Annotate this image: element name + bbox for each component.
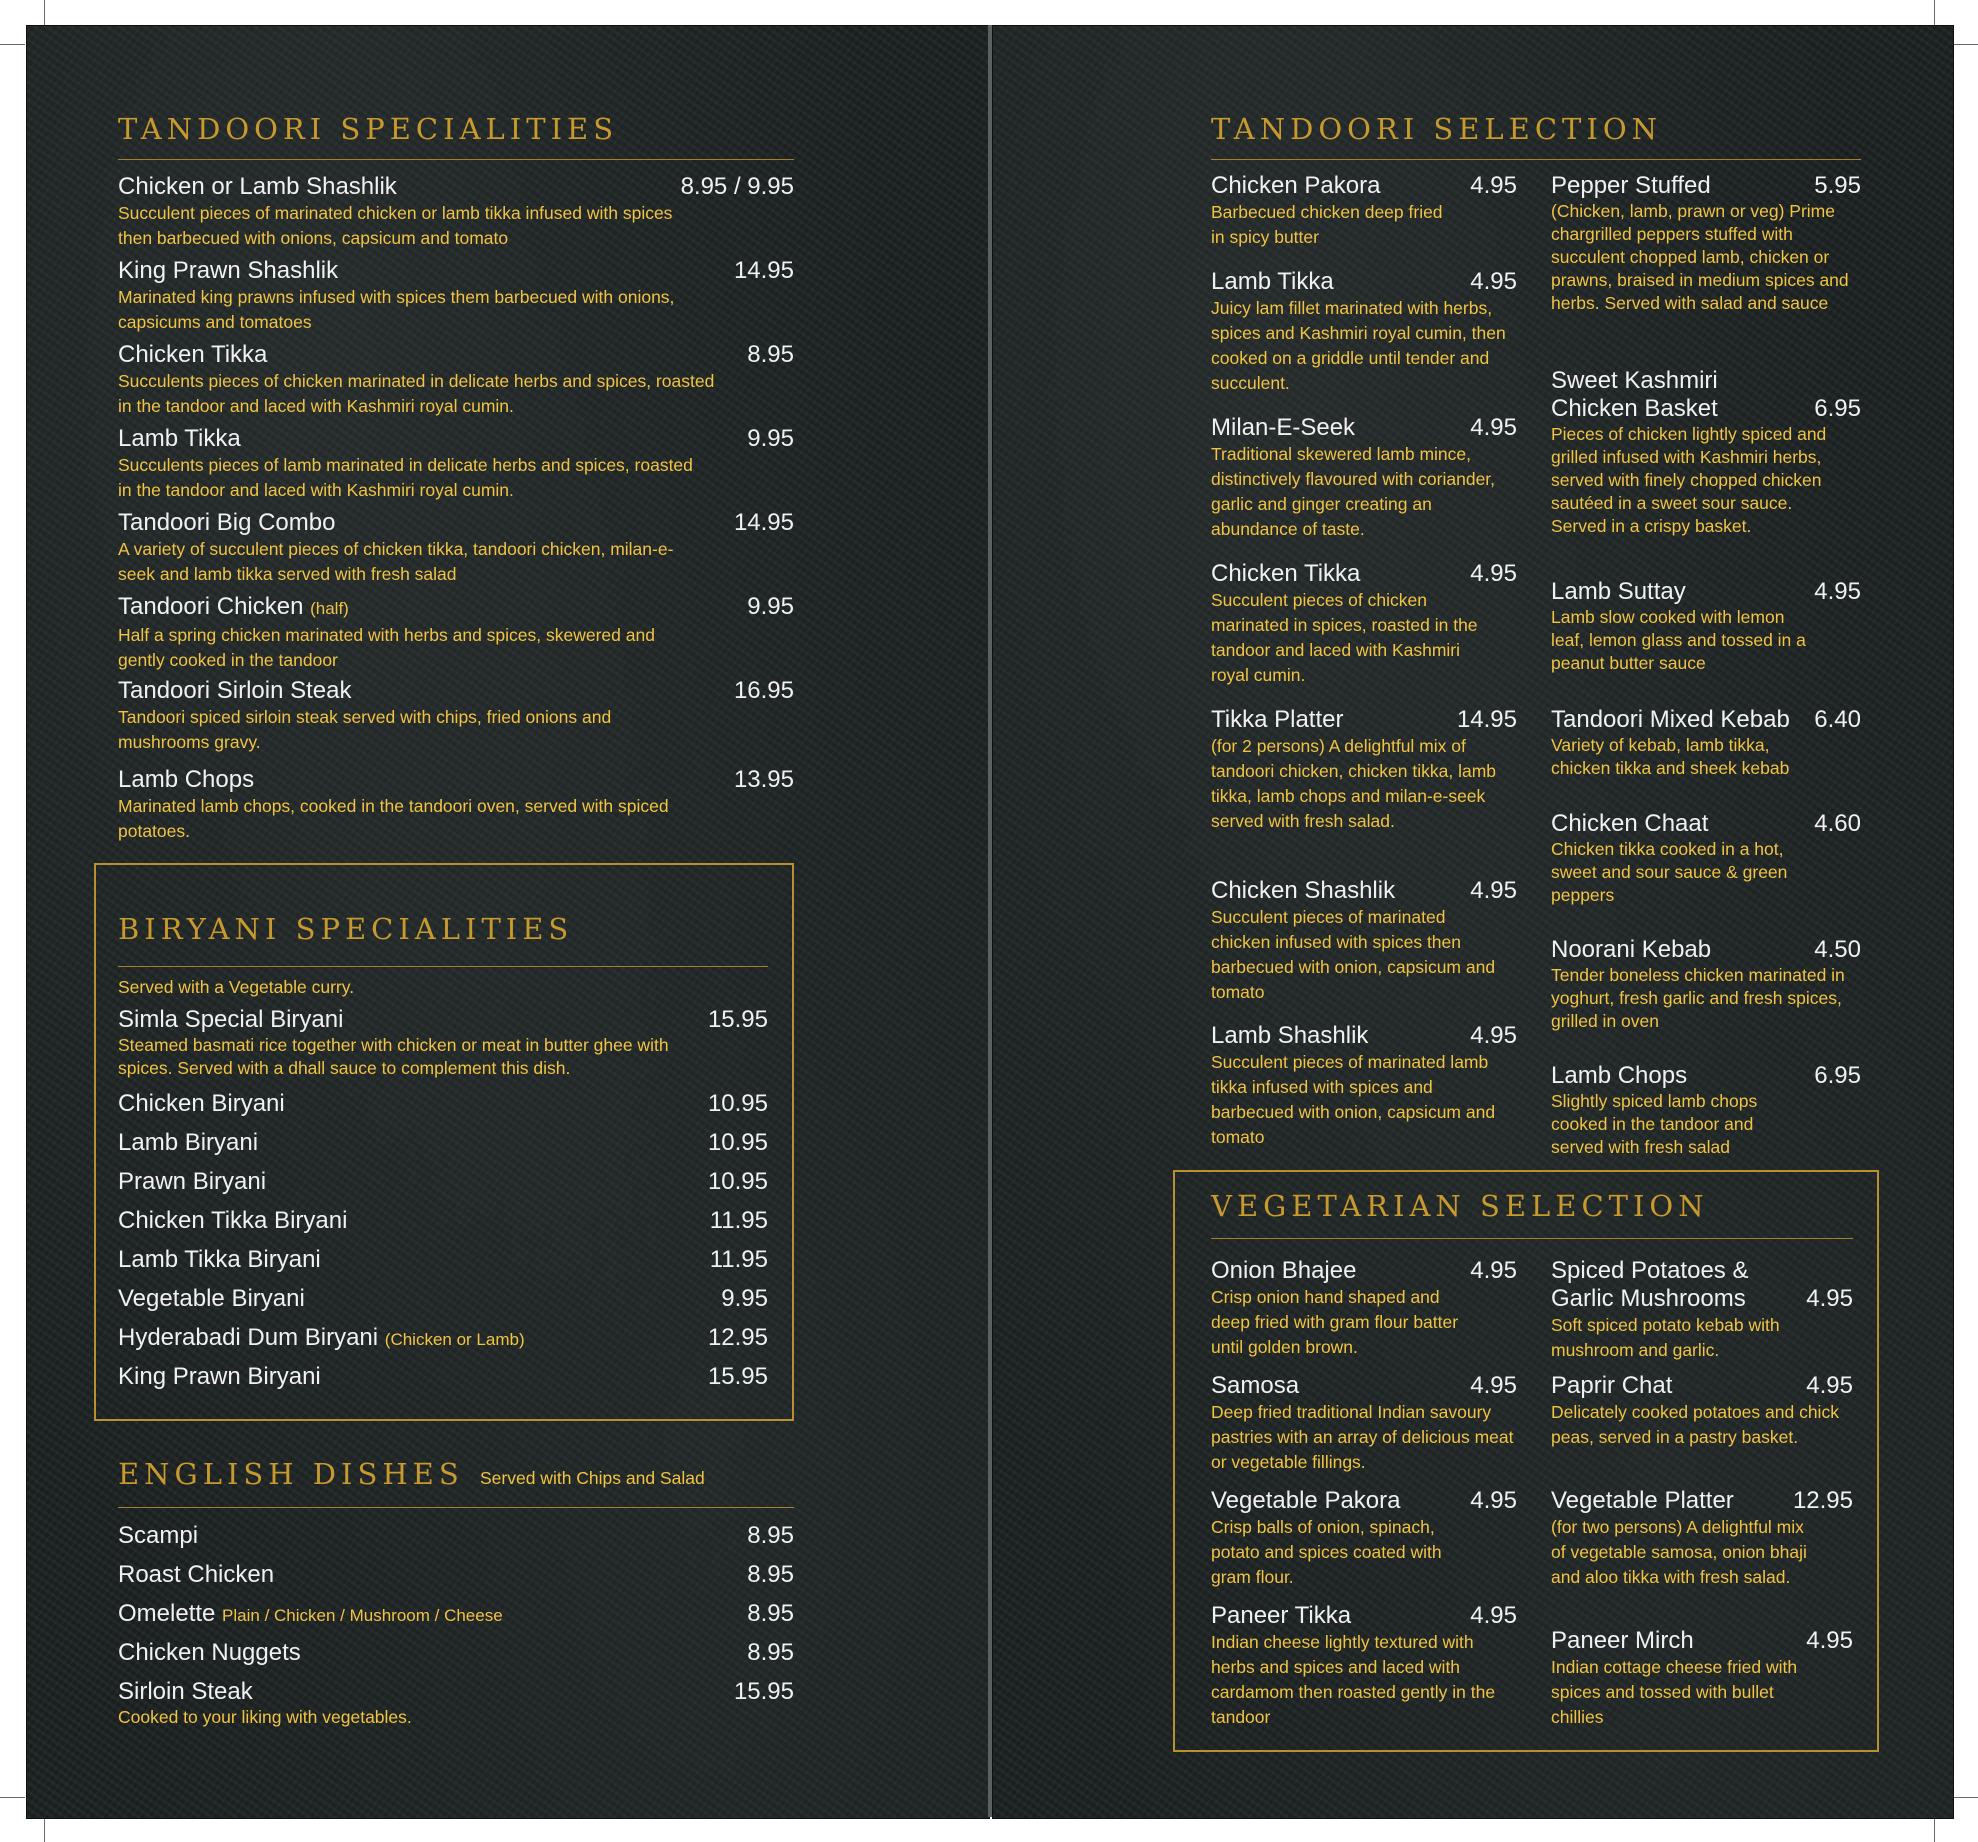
menu-item xyxy=(1551,1627,1853,1730)
item-price: 4.95 xyxy=(1470,1487,1517,1514)
menu-item xyxy=(118,1090,768,1118)
item-description: Succulent pieces of marinated lamb tikka infused with spices and barbecued with onion, capsicum and tomato xyxy=(1211,1052,1496,1147)
item-price: 14.95 xyxy=(733,509,794,536)
item-price: 15.95 xyxy=(707,1006,768,1033)
menu-item xyxy=(1211,1257,1517,1360)
item-description: (for 2 persons) A delightful mix of tandoori chicken, chicken tikka, lamb tikka, lamb chops and milan-e-seek served with fresh salad. xyxy=(1211,736,1496,831)
crop-mark xyxy=(0,1797,25,1798)
item-price: 12.95 xyxy=(1792,1487,1853,1514)
section-title-biryani-specialities: BIRYANI SPECIALITIES xyxy=(118,912,574,946)
menu-item xyxy=(118,1522,794,1550)
menu-item xyxy=(118,1561,794,1589)
item-price: 5.95 xyxy=(1814,172,1861,199)
item-name: King Prawn Biryani xyxy=(118,1363,321,1390)
item-name xyxy=(118,1324,768,1354)
item-description: (Chicken, lamb, prawn or veg) Prime chargrilled peppers stuffed with succulent chopped lamb, chicken or prawns, braised in medium spices and herbs. Served with salad and sauce xyxy=(1551,201,1849,313)
section-rule xyxy=(118,1507,794,1508)
item-name: Chicken Nuggets xyxy=(118,1639,301,1666)
menu-page-right xyxy=(992,25,1954,1819)
item-name: Chicken Pakora xyxy=(1211,172,1381,199)
item-price: 4.50 xyxy=(1814,936,1861,963)
item-price: 9.95 xyxy=(747,425,794,452)
item-name: King Prawn Shashlik xyxy=(118,257,339,284)
menu-item xyxy=(1551,172,1861,315)
item-price: 14.95 xyxy=(733,257,794,284)
item-description: Marinated lamb chops, cooked in the tandoori oven, served with spiced potatoes. xyxy=(118,796,669,841)
item-description: Crisp balls of onion, spinach, potato and spices coated with gram flour. xyxy=(1211,1517,1442,1587)
item-note: (Chicken or Lamb) xyxy=(384,1330,525,1349)
item-price: 11.95 xyxy=(709,1207,768,1234)
item-name: Tandoori Mixed Kebab xyxy=(1551,706,1790,733)
section-title-tandoori-specialities: TANDOORI SPECIALITIES xyxy=(118,112,619,146)
item-name: Onion Bhajee xyxy=(1211,1257,1357,1284)
item-name-text: Tandoori Chicken xyxy=(118,593,304,620)
item-price: 16.95 xyxy=(733,677,794,704)
item-name: Chicken Shashlik xyxy=(1211,877,1396,904)
crop-mark xyxy=(1953,1797,1978,1798)
item-name: Lamb Shashlik xyxy=(1211,1022,1369,1049)
item-price: 4.95 xyxy=(1470,1257,1517,1284)
section-rule xyxy=(1211,159,1861,160)
item-name: Lamb Suttay xyxy=(1551,578,1686,605)
menu-item xyxy=(1551,1257,1853,1363)
menu-item xyxy=(1551,367,1861,538)
menu-item xyxy=(118,509,794,587)
item-price: 4.95 xyxy=(1806,1372,1853,1399)
menu-item xyxy=(118,425,794,503)
item-price: 11.95 xyxy=(709,1246,768,1273)
item-description: Delicately cooked potatoes and chick peas, served in a pastry basket. xyxy=(1551,1402,1839,1447)
item-description: Half a spring chicken marinated with herbs and spices, skewered and gently cooked in the tandoor xyxy=(118,625,655,670)
item-name: Paneer Tikka xyxy=(1211,1602,1352,1629)
menu-item xyxy=(118,1207,768,1235)
menu-item xyxy=(1211,1022,1517,1150)
menu-item xyxy=(1551,936,1861,1033)
item-name: Pepper Stuffed xyxy=(1551,172,1711,199)
item-price: 4.95 xyxy=(1470,877,1517,904)
item-note: (half) xyxy=(310,599,349,618)
item-description: Cooked to your liking with vegetables. xyxy=(118,1707,412,1727)
item-description: Indian cheese lightly textured with herbs and spices and laced with cardamom then roasted gently in the tandoor xyxy=(1211,1632,1496,1727)
item-name: Tandoori Sirloin Steak xyxy=(118,677,352,704)
item-name: Prawn Biryani xyxy=(118,1168,267,1195)
item-description: Variety of kebab, lamb tikka, chicken tikka and sheek kebab xyxy=(1551,735,1790,778)
menu-item xyxy=(1551,810,1861,907)
section-title-vegetarian-selection: VEGETARIAN SELECTION xyxy=(1211,1189,1709,1223)
item-price: 12.95 xyxy=(707,1324,768,1351)
menu-item xyxy=(1211,877,1517,1005)
item-name: Vegetable Platter xyxy=(1551,1487,1734,1514)
item-name-text: Omelette xyxy=(118,1600,216,1627)
item-description: Traditional skewered lamb mince, distinctively flavoured with coriander, garlic and ginger creating an abundance of taste. xyxy=(1211,444,1496,539)
item-name: Scampi xyxy=(118,1522,199,1549)
item-price: 10.95 xyxy=(707,1090,768,1117)
item-description: Succulent pieces of marinated chicken or lamb tikka infused with spices then barbecued with onions, capsicum and tomato xyxy=(118,203,673,248)
section-rule xyxy=(118,159,794,160)
menu-item xyxy=(118,1129,768,1157)
menu-item xyxy=(118,1600,794,1630)
item-description: Marinated king prawns infused with spices them barbecued with onions, capsicums and tomatoes xyxy=(118,287,675,332)
item-price: 6.95 xyxy=(1814,395,1861,422)
item-price: 4.95 xyxy=(1470,1602,1517,1629)
item-name xyxy=(118,593,794,623)
item-price: 9.95 xyxy=(721,1285,768,1312)
crop-mark xyxy=(1953,44,1978,45)
menu-item xyxy=(1211,172,1517,250)
item-description: Slightly spiced lamb chops cooked in the tandoor and served with fresh salad xyxy=(1551,1091,1758,1157)
item-price: 4.95 xyxy=(1470,1022,1517,1049)
item-price: 8.95 xyxy=(747,1600,794,1627)
item-price: 4.95 xyxy=(1470,268,1517,295)
menu-item xyxy=(118,1678,794,1728)
item-description: Succulents pieces of chicken marinated in delicate herbs and spices, roasted in the tandoor and laced with Kashmiri royal cumin. xyxy=(118,371,715,416)
item-name: Paneer Mirch xyxy=(1551,1627,1694,1654)
item-price: 15.95 xyxy=(733,1678,794,1705)
item-name: Tandoori Big Combo xyxy=(118,509,336,536)
item-description: Succulents pieces of lamb marinated in delicate herbs and spices, roasted in the tandoor and laced with Kashmiri royal cumin. xyxy=(118,455,693,500)
menu-item xyxy=(1551,1062,1861,1159)
item-price: 4.60 xyxy=(1814,810,1861,837)
menu-item xyxy=(118,173,794,251)
item-price: 4.95 xyxy=(1470,414,1517,441)
item-price: 4.95 xyxy=(1814,578,1861,605)
item-description: Succulent pieces of marinated chicken infused with spices then barbecued with onion, capsicum and tomato xyxy=(1211,907,1496,1002)
menu-item xyxy=(118,1168,768,1196)
menu-item xyxy=(118,1324,768,1354)
section-title-english-dishes: ENGLISH DISHES xyxy=(118,1457,464,1491)
item-price: 8.95 xyxy=(747,1639,794,1666)
item-description: Succulent pieces of chicken marinated in spices, roasted in the tandoor and laced with Kashmiri royal cumin. xyxy=(1211,590,1478,685)
item-price: 8.95 xyxy=(747,1522,794,1549)
item-price: 14.95 xyxy=(1456,706,1517,733)
menu-item xyxy=(1551,1487,1853,1590)
menu-item xyxy=(1211,268,1517,396)
item-name-text: Hyderabadi Dum Biryani xyxy=(118,1324,379,1351)
section-subtitle: Served with Chips and Salad xyxy=(480,1468,705,1488)
item-price: 15.95 xyxy=(707,1363,768,1390)
item-name: Spiced Potatoes & Garlic Mushrooms xyxy=(1551,1257,1749,1312)
crop-mark xyxy=(44,1817,45,1842)
section-title-tandoori-selection: TANDOORI SELECTION xyxy=(1211,112,1662,146)
item-description: Tender boneless chicken marinated in yoghurt, fresh garlic and fresh spices, grilled in oven xyxy=(1551,965,1845,1031)
item-price: 8.95 / 9.95 xyxy=(680,173,794,200)
section-subtitle: Served with a Vegetable curry. xyxy=(118,977,355,997)
menu-item xyxy=(1551,578,1861,675)
menu-item xyxy=(1211,414,1517,542)
item-price: 13.95 xyxy=(733,766,794,793)
item-description: Crisp onion hand shaped and deep fried with gram flour batter until golden brown. xyxy=(1211,1287,1459,1357)
item-description: Pieces of chicken lightly spiced and grilled infused with Kashmiri herbs, served with finely chopped chicken sautéed in a sweet sour sauce. Served in a crispy basket. xyxy=(1551,424,1827,536)
item-name: Chicken Chaat xyxy=(1551,810,1709,837)
item-price: 4.95 xyxy=(1470,1372,1517,1399)
crop-mark xyxy=(1934,0,1935,25)
menu-item xyxy=(118,1246,768,1274)
item-name: Lamb Chops xyxy=(118,766,255,793)
item-description: Soft spiced potato kebab with mushroom and garlic. xyxy=(1551,1315,1780,1360)
item-price: 10.95 xyxy=(707,1168,768,1195)
item-name: Roast Chicken xyxy=(118,1561,275,1588)
item-price: 9.95 xyxy=(747,593,794,620)
section-rule xyxy=(1211,1238,1853,1239)
item-name: Sweet Kashmiri Chicken Basket xyxy=(1551,367,1718,422)
item-name: Chicken Tikka xyxy=(1211,560,1361,587)
item-note: Plain / Chicken / Mushroom / Cheese xyxy=(222,1606,503,1625)
section-rule xyxy=(118,966,768,967)
item-description: Lamb slow cooked with lemon leaf, lemon glass and tossed in a peanut butter sauce xyxy=(1551,607,1806,673)
item-name: Vegetable Pakora xyxy=(1211,1487,1401,1514)
item-price: 8.95 xyxy=(747,1561,794,1588)
item-price: 8.95 xyxy=(747,341,794,368)
menu-item xyxy=(118,1006,768,1080)
item-name: Vegetable Biryani xyxy=(118,1285,305,1312)
menu-item xyxy=(118,1639,794,1667)
item-price: 4.95 xyxy=(1470,172,1517,199)
item-name: Chicken Tikka Biryani xyxy=(118,1207,348,1234)
item-price: 4.95 xyxy=(1470,560,1517,587)
item-description: A variety of succulent pieces of chicken tikka, tandoori chicken, milan-e-seek and lamb tikka served with fresh salad xyxy=(118,539,674,584)
menu-item xyxy=(1551,1372,1853,1450)
item-name: Chicken Tikka xyxy=(118,341,268,368)
menu-item xyxy=(118,341,794,419)
item-name: Sirloin Steak xyxy=(118,1678,253,1705)
item-description: Juicy lam fillet marinated with herbs, spices and Kashmiri royal cumin, then cooked on a griddle until tender and succulent. xyxy=(1211,298,1506,393)
item-name: Samosa xyxy=(1211,1372,1300,1399)
item-description: Barbecued chicken deep fried in spicy butter xyxy=(1211,202,1443,247)
item-price: 6.95 xyxy=(1814,1062,1861,1089)
item-description: Steamed basmati rice together with chicken or meat in butter ghee with spices. Served with a dhall sauce to complement this dish. xyxy=(118,1035,669,1078)
item-description: Indian cottage cheese fried with spices and tossed with bullet chillies xyxy=(1551,1657,1798,1727)
item-description: Tandoori spiced sirloin steak served with chips, fried onions and mushrooms gravy. xyxy=(118,707,612,752)
item-name: Chicken or Lamb Shashlik xyxy=(118,173,397,200)
menu-item xyxy=(118,593,794,673)
menu-item xyxy=(1211,1487,1517,1590)
menu-item xyxy=(118,257,794,335)
menu-item xyxy=(1551,706,1861,780)
item-name: Lamb Tikka Biryani xyxy=(118,1246,321,1273)
item-name: Lamb Tikka xyxy=(118,425,241,452)
item-price: 4.95 xyxy=(1806,1627,1853,1654)
menu-item xyxy=(118,677,794,755)
item-name: Tikka Platter xyxy=(1211,706,1344,733)
item-name: Noorani Kebab xyxy=(1551,936,1712,963)
menu-item xyxy=(118,1285,768,1313)
item-name: Milan-E-Seek xyxy=(1211,414,1356,441)
crop-mark xyxy=(1934,1817,1935,1842)
item-price: 10.95 xyxy=(707,1129,768,1156)
crop-mark xyxy=(0,44,25,45)
menu-item xyxy=(118,766,794,844)
item-name: Lamb Tikka xyxy=(1211,268,1334,295)
item-name: Simla Special Biryani xyxy=(118,1006,344,1033)
item-name: Paprir Chat xyxy=(1551,1372,1673,1399)
item-description: (for two persons) A delightful mix of vegetable samosa, onion bhaji and aloo tikka with fresh salad. xyxy=(1551,1517,1807,1587)
crop-mark xyxy=(44,0,45,25)
item-name xyxy=(118,1600,794,1630)
item-name: Lamb Chops xyxy=(1551,1062,1688,1089)
item-name: Lamb Biryani xyxy=(118,1129,259,1156)
item-description: Chicken tikka cooked in a hot, sweet and sour sauce & green peppers xyxy=(1551,839,1788,905)
menu-item xyxy=(1211,1372,1517,1475)
menu-item xyxy=(1211,1602,1517,1730)
item-name: Chicken Biryani xyxy=(118,1090,285,1117)
menu-page-left xyxy=(26,25,990,1819)
menu-item xyxy=(118,1363,768,1391)
item-price: 6.40 xyxy=(1814,706,1861,733)
menu-item xyxy=(1211,560,1517,688)
item-description: Deep fried traditional Indian savoury pastries with an array of delicious meat or vegetable fillings. xyxy=(1211,1402,1514,1472)
item-price: 4.95 xyxy=(1806,1285,1853,1312)
menu-item xyxy=(1211,706,1517,834)
